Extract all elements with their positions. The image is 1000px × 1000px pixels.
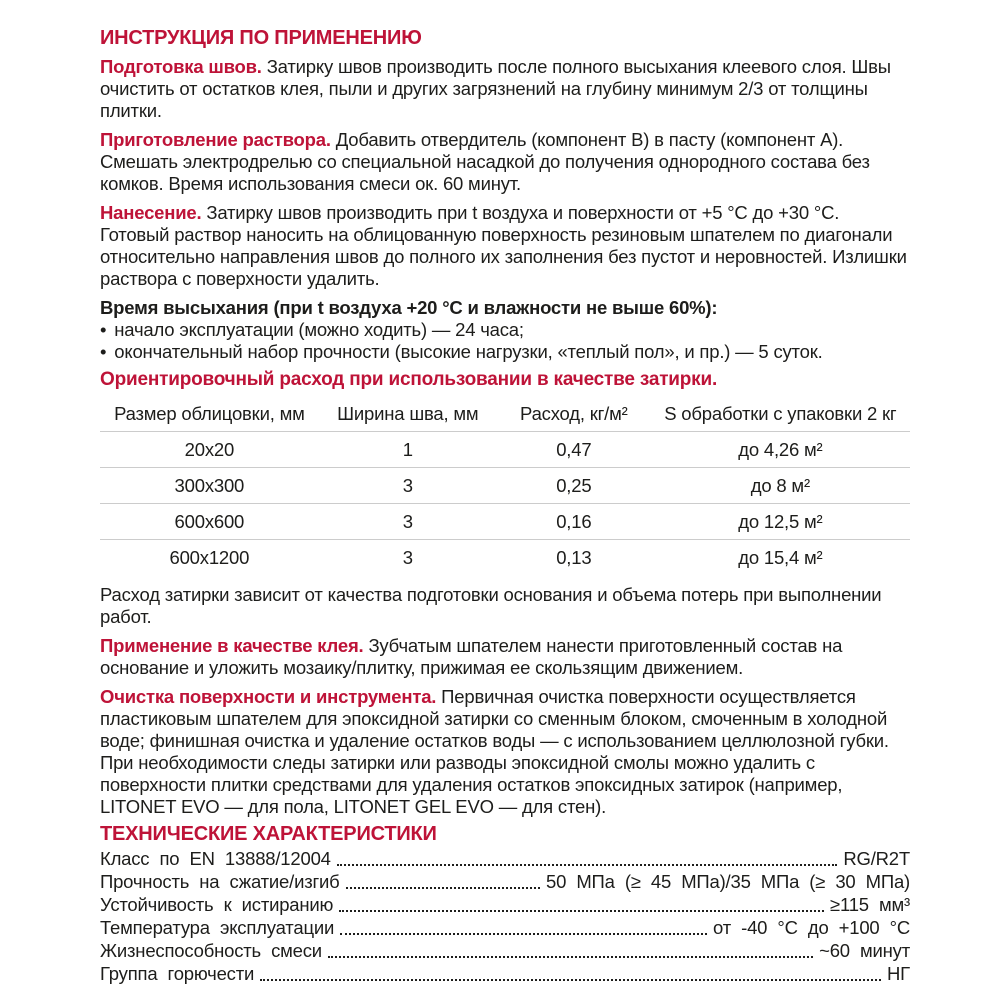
consumption-heading: Ориентировочный расход при использовании в качестве затирки.: [100, 369, 718, 390]
tech-spec-row-abrasion: [100, 893, 910, 916]
table-row: [100, 468, 910, 504]
dotted-leader: [328, 956, 813, 958]
tech-spec-value: RG/R2T: [843, 848, 910, 869]
tech-spec-label: Устойчивость к истиранию: [100, 894, 334, 915]
table-row: [100, 432, 910, 468]
cell-coverage: до 8 м²: [750, 474, 810, 496]
usage-section-title: ИНСТРУКЦИЯ ПО ПРИМЕНЕНИЮ: [100, 27, 422, 49]
cell-consumption: 0,16: [556, 510, 592, 532]
tech-spec-label: Прочность на сжатие/изгиб: [100, 871, 340, 892]
tech-specs-list: [100, 847, 910, 985]
tech-spec-value: ~60 минут: [819, 940, 910, 961]
dotted-leader: [337, 864, 838, 866]
tech-spec-row-class: [100, 847, 910, 870]
bullet-icon: •: [100, 341, 107, 362]
cell-joint-width: 1: [402, 438, 413, 460]
table-row: [100, 504, 910, 540]
column-header-coverage: S обработки с упаковки 2 кг: [664, 403, 897, 424]
cell-tile-size: 300x300: [174, 474, 245, 496]
cell-joint-width: 3: [402, 510, 413, 532]
tech-spec-row-flammability: [100, 962, 910, 985]
tech-spec-value: НГ: [887, 963, 910, 984]
dotted-leader: [260, 979, 881, 981]
consumption-note: Расход затирки зависит от качества подготовки основания и объема потерь при выполнении работ.: [100, 584, 882, 627]
tech-spec-label: Жизнеспособность смеси: [100, 940, 322, 961]
tech-spec-row-pot-life: [100, 939, 910, 962]
paragraph-body-joint-preparation: Затирку швов производить после полного высыхания клеевого слоя. Швы очистить от остатков клея, пыли и других загрязнений на глубину минимум 2/3 от толщины плитки.: [100, 56, 891, 121]
paragraph-body-application: Затирку швов производить при t воздуха и поверхности от +5 °C до +30 °C. Готовый раствор наносить на облицованную поверхность резиновым шпателем по диагонали относительно направления швов до полного их заполнения без пустот и неровностей. Излишки раствора с поверхности удалить.: [100, 202, 907, 289]
tech-spec-row-strength: [100, 870, 910, 893]
list-item-walkable-text: начало эксплуатации (можно ходить) — 24 часа;: [114, 319, 524, 340]
tech-spec-row-temperature: [100, 916, 910, 939]
tech-spec-label: Группа горючести: [100, 963, 255, 984]
dotted-leader: [340, 933, 707, 935]
cell-consumption: 0,13: [556, 546, 592, 568]
cell-tile-size: 600x1200: [169, 546, 250, 568]
paragraph-body-cleaning: Первичная очистка поверхности осуществляется пластиковым шпателем для эпоксидной затирки со сменным блоком, смоченным в холодной воде; финишная очистка и удаление остатков воды — с использованием целлюлозной губки. При необходимости следы затирки или разводы эпоксидной смолы можно удалить с поверхности плитки средствами для удаления остатков эпоксидных затирок (например, LITONET EVO — для пола, LITONET GEL EVO — для стен).: [100, 686, 889, 817]
cell-coverage: до 12,5 м²: [738, 510, 823, 532]
cell-joint-width: 3: [402, 546, 413, 568]
list-item-walkable: [100, 319, 910, 341]
paragraph-lead-cleaning: Очистка поверхности и инструмента.: [100, 686, 437, 707]
table-row: [100, 540, 910, 575]
column-header-joint-width: Ширина шва, мм: [337, 403, 479, 424]
tech-spec-label: Температура эксплуатации: [100, 917, 335, 938]
drying-time-heading: Время высыхания (при t воздуха +20 °C и влажности не выше 60%):: [100, 297, 718, 318]
tech-spec-value: от -40 °C до +100 °C: [713, 917, 910, 938]
dotted-leader: [346, 887, 540, 889]
paragraph-body-mix-preparation: Добавить отвердитель (компонент B) в пасту (компонент A). Смешать электродрелью со специальной насадкой до получения однородного состава без комков. Время использования смеси ок. 60 минут.: [100, 129, 870, 194]
cell-consumption: 0,25: [556, 474, 592, 496]
cell-coverage: до 4,26 м²: [738, 438, 823, 460]
drying-time-list: [100, 319, 910, 363]
paragraph-cleaning: [100, 686, 910, 818]
tech-specs-section-title: ТЕХНИЧЕСКИЕ ХАРАКТЕРИСТИКИ: [100, 823, 437, 845]
paragraph-lead-joint-preparation: Подготовка швов.: [100, 56, 262, 77]
cell-coverage: до 15,4 м²: [738, 546, 823, 568]
table-header-row: [100, 397, 910, 432]
cell-joint-width: 3: [402, 474, 413, 496]
list-item-full-strength: [100, 341, 910, 363]
paragraph-body-adhesive-use: Зубчатым шпателем нанести приготовленный состав на основание и уложить мозаику/плитку, прижимая ее скользящим движением.: [100, 635, 843, 678]
tech-spec-value: 50 МПа (≥ 45 МПа)/35 МПа (≥ 30 МПа): [546, 871, 910, 892]
bullet-icon: •: [100, 319, 107, 340]
paragraph-lead-mix-preparation: Приготовление раствора.: [100, 129, 331, 150]
cell-tile-size: 600x600: [174, 510, 245, 532]
paragraph-adhesive-use: [100, 635, 910, 679]
cell-consumption: 0,47: [556, 438, 592, 460]
consumption-table: [100, 397, 910, 575]
column-header-consumption: Расход, кг/м²: [520, 403, 628, 424]
paragraph-lead-adhesive-use: Применение в качестве клея.: [100, 635, 364, 656]
paragraph-lead-application: Нанесение.: [100, 202, 202, 223]
column-header-tile-size: Размер облицовки, мм: [114, 403, 305, 424]
dotted-leader: [339, 910, 824, 912]
tech-spec-label: Класс по EN 13888/12004: [100, 848, 331, 869]
paragraph-joint-preparation: [100, 56, 910, 122]
tech-spec-value: ≥115 мм³: [830, 894, 910, 915]
paragraph-application: [100, 202, 910, 290]
cell-tile-size: 20x20: [184, 438, 235, 460]
paragraph-mix-preparation: [100, 129, 910, 195]
list-item-full-strength-text: окончательный набор прочности (высокие нагрузки, «теплый пол», и пр.) — 5 суток.: [114, 341, 823, 362]
